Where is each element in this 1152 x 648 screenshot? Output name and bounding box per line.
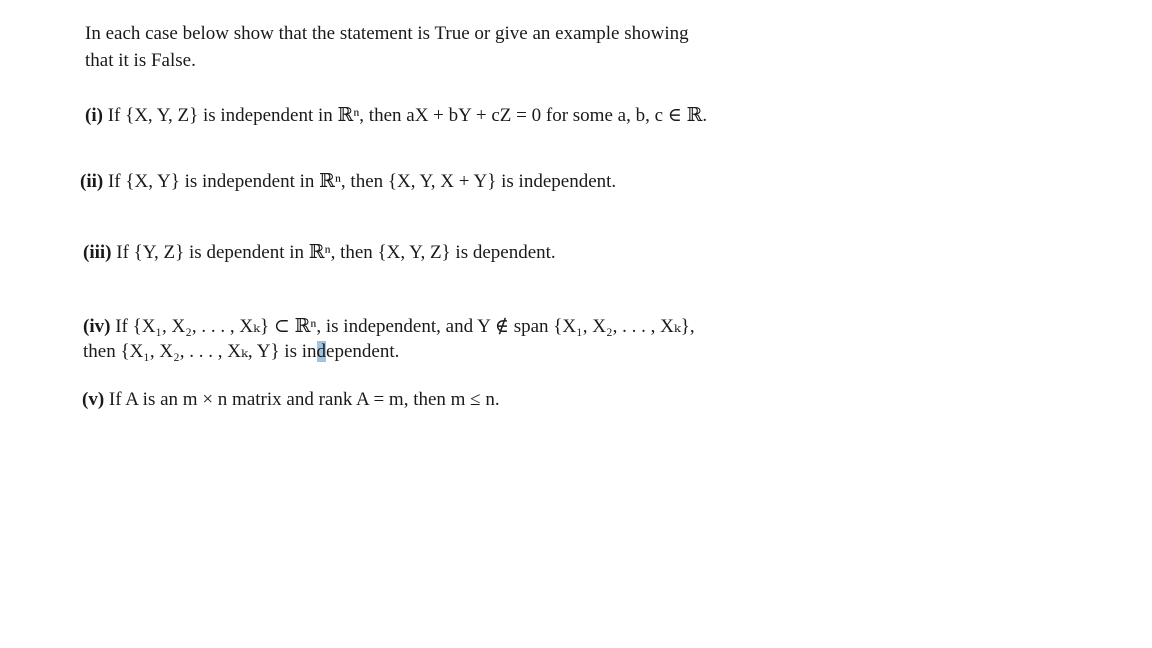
statement-i-label: (i) <box>85 105 103 126</box>
statement-v <box>82 387 500 413</box>
statement-iv <box>83 314 695 340</box>
statement-iv-line-2-post: ependent. <box>326 341 400 362</box>
statement-iii <box>83 240 556 266</box>
statement-ii <box>80 169 616 195</box>
text-selection-highlight[interactable]: d <box>316 341 327 362</box>
statement-iv-label: (iv) <box>83 316 111 337</box>
statement-ii-text: If {X, Y} is independent in ℝⁿ, then {X, Y, X + Y} is independent. <box>103 171 617 192</box>
statement-v-text: If A is an m × n matrix and rank A = m, then m ≤ n. <box>104 389 500 410</box>
statement-iv-line-2 <box>83 339 399 365</box>
intro-line-2: that it is False. <box>85 50 196 71</box>
statement-iv-line-2-pre: then {X₁, X₂, . . . , Xₖ, Y} is in <box>83 341 317 362</box>
statement-i <box>85 103 707 129</box>
statement-ii-label: (ii) <box>80 171 104 192</box>
statement-iii-text: If {Y, Z} is dependent in ℝⁿ, then {X, Y, Z} is dependent. <box>111 242 556 263</box>
statement-v-label: (v) <box>82 389 105 410</box>
statement-iii-label: (iii) <box>83 242 112 263</box>
statement-iv-text: If {X₁, X₂, . . . , Xₖ} ⊂ ℝⁿ, is independent, and Y ∉ span {X₁, X₂, . . . , Xₖ}, <box>110 316 695 337</box>
intro-line-1: In each case below show that the statement is True or give an example showing <box>85 23 689 44</box>
statement-i-text: If {X, Y, Z} is independent in ℝⁿ, then aX + bY + cZ = 0 for some a, b, c ∈ ℝ. <box>102 105 708 126</box>
